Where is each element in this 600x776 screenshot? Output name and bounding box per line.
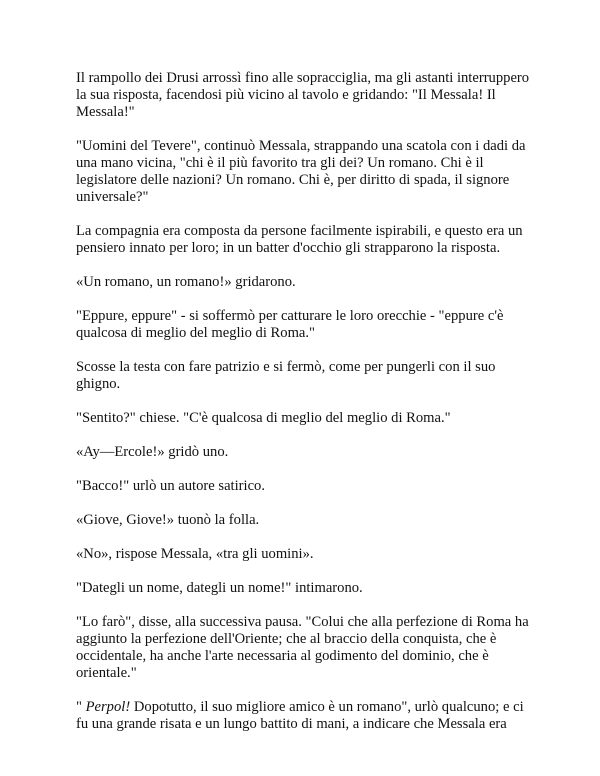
paragraph: «Ay—Ercole!» gridò uno. [76, 444, 229, 460]
paragraph-last [76, 699, 531, 733]
paragraph: "Bacco!" urlò un autore satirico. [76, 478, 265, 494]
paragraph-prefix: " [76, 699, 86, 715]
paragraph: Scosse la testa con fare patrizio e si fermò, come per pungerli con il suo ghigno. [76, 359, 496, 392]
paragraph: "Dategli un nome, dategli un nome!" intimarono. [76, 580, 363, 596]
paragraph: La compagnia era composta da persone facilmente ispirabili, e questo era un pensiero innato per loro; in un batter d'occhio gli strapparono la risposta. [76, 223, 523, 256]
italic-word: Perpol! [85, 699, 131, 715]
paragraph-rest: Dopotutto, il suo migliore amico è un romano", urlò qualcuno; e ci fu una grande risata e un lungo battito di mani, a indicare che Messala era [76, 699, 524, 732]
paragraph: "Sentito?" chiese. "C'è qualcosa di meglio del meglio di Roma." [76, 410, 451, 426]
paragraph: Il rampollo dei Drusi arrossì fino alle sopracciglia, ma gli astanti interruppero la sua risposta, facendosi più vicino al tavolo e gridando: "Il Messala! Il Messala!" [76, 70, 530, 120]
paragraph: «Giove, Giove!» tuonò la folla. [76, 512, 260, 528]
paragraph: "Eppure, eppure" - si soffermò per catturare le loro orecchie - "eppure c'è qualcosa di meglio del meglio di Roma." [76, 308, 504, 341]
paragraph: "Uomini del Tevere", continuò Messala, strappando una scatola con i dadi da una mano vicina, "chi è il più favorito tra gli dei? Un romano. Chi è il legislatore delle nazioni? Un romano. Chi è, per diritto di spada, il signore universale?" [76, 138, 526, 205]
paragraph: «No», rispose Messala, «tra gli uomini». [76, 546, 314, 562]
paragraph: «Un romano, un romano!» gridarono. [76, 274, 296, 290]
paragraph: "Lo farò", disse, alla successiva pausa. "Colui che alla perfezione di Roma ha aggiunto la perfezione dell'Oriente; che al braccio della conquista, che è occidentale, ha anche l'arte necessaria al godimento del dominio, che è orientale." [76, 614, 529, 681]
body-text [76, 70, 531, 750]
